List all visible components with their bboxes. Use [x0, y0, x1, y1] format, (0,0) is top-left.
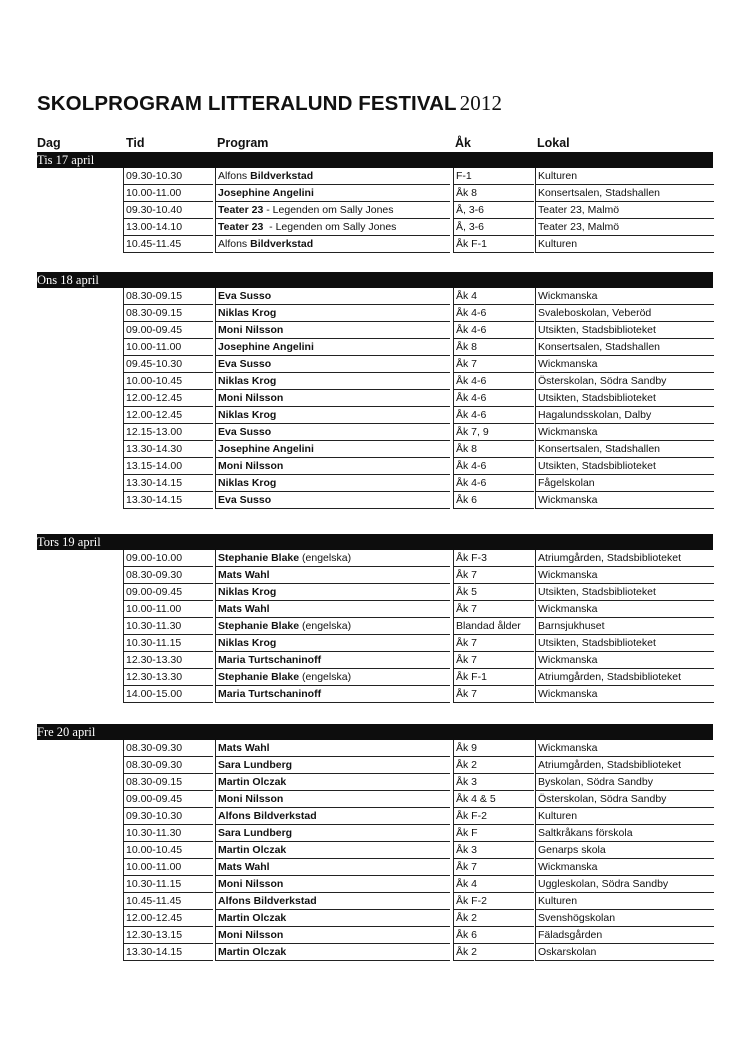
grade-cell: Åk F-2: [453, 808, 534, 825]
program-prefix: Alfons: [218, 238, 251, 250]
venue-cell: Fäladsgården: [535, 927, 714, 944]
program-name: Eva Susso: [218, 290, 272, 302]
venue-cell: Svenshögskolan: [535, 910, 714, 927]
time-cell: 10.30-11.30: [123, 825, 213, 842]
table-row: [37, 441, 713, 458]
time-cell: 12.30-13.30: [123, 669, 213, 686]
time-cell: 12.30-13.30: [123, 652, 213, 669]
venue-cell: Wickmanska: [535, 859, 714, 876]
grade-cell: Å, 3-6: [453, 202, 534, 219]
venue-cell: Fågelskolan: [535, 475, 714, 492]
time-cell: 13.30-14.30: [123, 441, 213, 458]
program-cell: [215, 927, 450, 944]
grade-cell: Åk 4: [453, 288, 534, 305]
grade-cell: Åk 7: [453, 567, 534, 584]
time-cell: 12.00-12.45: [123, 390, 213, 407]
grade-cell: Åk 5: [453, 584, 534, 601]
grade-cell: Blandad ålder: [453, 618, 534, 635]
program-name: Moni Nilsson: [218, 793, 284, 805]
table-row: [37, 859, 713, 876]
grade-cell: Åk 7: [453, 601, 534, 618]
time-cell: 10.00-10.45: [123, 842, 213, 859]
header-grade: Åk: [455, 136, 471, 150]
table-row: [37, 458, 713, 475]
time-cell: 08.30-09.15: [123, 288, 213, 305]
time-cell: 13.00-14.10: [123, 219, 213, 236]
grade-cell: Åk 3: [453, 774, 534, 791]
time-cell: 08.30-09.15: [123, 305, 213, 322]
program-cell: [215, 202, 450, 219]
column-headers: [37, 135, 713, 152]
day-header-bar: [37, 272, 713, 288]
grade-cell: Åk F-3: [453, 550, 534, 567]
grade-cell: Åk 2: [453, 944, 534, 961]
program-cell: [215, 288, 450, 305]
table-row: [37, 927, 713, 944]
venue-cell: Teater 23, Malmö: [535, 202, 714, 219]
program-cell: [215, 458, 450, 475]
program-cell: [215, 373, 450, 390]
header-venue: Lokal: [537, 136, 570, 150]
venue-cell: Utsikten, Stadsbiblioteket: [535, 390, 714, 407]
program-cell: [215, 757, 450, 774]
program-cell: [215, 876, 450, 893]
grade-cell: Åk 6: [453, 492, 534, 509]
venue-cell: Atriumgården, Stadsbiblioteket: [535, 757, 714, 774]
time-cell: 09.00-09.45: [123, 584, 213, 601]
venue-cell: Hagalundsskolan, Dalby: [535, 407, 714, 424]
time-cell: 13.30-14.15: [123, 944, 213, 961]
day-label: Tors 19 april: [37, 534, 107, 550]
grade-cell: Åk 8: [453, 441, 534, 458]
program-name: Niklas Krog: [218, 477, 277, 489]
table-row: [37, 791, 713, 808]
program-name: Stephanie Blake: [218, 552, 300, 564]
program-suffix: - Legenden om Sally Jones: [263, 221, 397, 233]
table-row: [37, 407, 713, 424]
program-name: Sara Lundberg: [218, 759, 293, 771]
table-row: [37, 757, 713, 774]
venue-cell: Wickmanska: [535, 686, 714, 703]
venue-cell: Wickmanska: [535, 356, 714, 373]
table-row: [37, 618, 713, 635]
venue-cell: Kulturen: [535, 893, 714, 910]
time-cell: 10.30-11.15: [123, 876, 213, 893]
program-name: Martin Olczak: [218, 844, 287, 856]
venue-cell: Genarps skola: [535, 842, 714, 859]
program-name: Niklas Krog: [218, 409, 277, 421]
program-cell: [215, 601, 450, 618]
table-row: [37, 550, 713, 567]
venue-cell: Wickmanska: [535, 424, 714, 441]
program-name: Eva Susso: [218, 426, 272, 438]
program-suffix: (engelska): [299, 552, 352, 564]
program-cell: [215, 339, 450, 356]
table-row: [37, 686, 713, 703]
venue-cell: Utsikten, Stadsbiblioteket: [535, 635, 714, 652]
venue-cell: Saltkråkans förskola: [535, 825, 714, 842]
time-cell: 10.00-11.00: [123, 185, 213, 202]
time-cell: 09.30-10.30: [123, 808, 213, 825]
program-name: Niklas Krog: [218, 586, 277, 598]
day-section: [37, 724, 713, 961]
time-cell: 12.00-12.45: [123, 407, 213, 424]
day-label: Ons 18 april: [37, 272, 105, 288]
header-time: Tid: [126, 136, 145, 150]
program-name: Eva Susso: [218, 358, 272, 370]
program-cell: [215, 550, 450, 567]
time-cell: 14.00-15.00: [123, 686, 213, 703]
program-name: Eva Susso: [218, 494, 272, 506]
program-name: Alfons Bildverkstad: [218, 895, 317, 907]
day-section: [37, 272, 713, 509]
grade-cell: Åk 4-6: [453, 407, 534, 424]
program-cell: [215, 236, 450, 253]
venue-cell: Wickmanska: [535, 601, 714, 618]
program-cell: [215, 893, 450, 910]
venue-cell: Uggleskolan, Södra Sandby: [535, 876, 714, 893]
program-cell: [215, 407, 450, 424]
table-row: [37, 842, 713, 859]
program-name: Sara Lundberg: [218, 827, 293, 839]
time-cell: 12.30-13.15: [123, 927, 213, 944]
table-row: [37, 825, 713, 842]
program-cell: [215, 305, 450, 322]
time-cell: 08.30-09.30: [123, 757, 213, 774]
program-name: Moni Nilsson: [218, 324, 284, 336]
table-row: [37, 288, 713, 305]
program-name: Niklas Krog: [218, 637, 277, 649]
time-cell: 09.00-09.45: [123, 322, 213, 339]
table-row: [37, 652, 713, 669]
table-row: [37, 567, 713, 584]
table-row: [37, 339, 713, 356]
grade-cell: Åk 7: [453, 859, 534, 876]
program-name: Bildverkstad: [250, 170, 314, 182]
venue-cell: Wickmanska: [535, 740, 714, 757]
table-row: [37, 876, 713, 893]
program-cell: [215, 390, 450, 407]
venue-cell: Wickmanska: [535, 652, 714, 669]
time-cell: 09.30-10.30: [123, 168, 213, 185]
program-name: Moni Nilsson: [218, 929, 284, 941]
time-cell: 10.30-11.30: [123, 618, 213, 635]
venue-cell: Barnsjukhuset: [535, 618, 714, 635]
venue-cell: Teater 23, Malmö: [535, 219, 714, 236]
title-year: 2012: [459, 91, 503, 115]
grade-cell: Åk 2: [453, 910, 534, 927]
grade-cell: Åk 3: [453, 842, 534, 859]
program-name: Teater 23: [218, 221, 264, 233]
grade-cell: Åk 4-6: [453, 305, 534, 322]
day-section: [37, 534, 713, 703]
program-name: Teater 23: [218, 204, 264, 216]
header-day: Dag: [37, 136, 61, 150]
table-row: [37, 740, 713, 757]
grade-cell: Åk 8: [453, 339, 534, 356]
program-cell: [215, 791, 450, 808]
table-row: [37, 893, 713, 910]
table-row: [37, 635, 713, 652]
program-name: Mats Wahl: [218, 861, 270, 873]
program-cell: [215, 492, 450, 509]
table-row: [37, 305, 713, 322]
day-section: [37, 152, 713, 253]
program-suffix: (engelska): [299, 620, 352, 632]
program-cell: [215, 322, 450, 339]
venue-cell: Österskolan, Södra Sandby: [535, 791, 714, 808]
program-name: Martin Olczak: [218, 946, 287, 958]
program-name: Bildverkstad: [250, 238, 314, 250]
program-name: Mats Wahl: [218, 742, 270, 754]
day-header-bar: [37, 724, 713, 740]
time-cell: 10.00-10.45: [123, 373, 213, 390]
venue-cell: Konsertsalen, Stadshallen: [535, 185, 714, 202]
day-header-bar: [37, 534, 713, 550]
program-cell: [215, 219, 450, 236]
table-row: [37, 219, 713, 236]
time-cell: 10.00-11.00: [123, 601, 213, 618]
time-cell: 09.30-10.40: [123, 202, 213, 219]
table-row: [37, 944, 713, 961]
table-row: [37, 424, 713, 441]
program-name: Stephanie Blake: [218, 620, 300, 632]
table-row: [37, 356, 713, 373]
program-name: Maria Turtschaninoff: [218, 688, 322, 700]
program-cell: [215, 567, 450, 584]
time-cell: 10.00-11.00: [123, 339, 213, 356]
table-row: [37, 492, 713, 509]
time-cell: 13.30-14.15: [123, 492, 213, 509]
table-row: [37, 185, 713, 202]
time-cell: 09.00-09.45: [123, 791, 213, 808]
grade-cell: Åk 4: [453, 876, 534, 893]
page-title: [37, 90, 502, 117]
venue-cell: Utsikten, Stadsbiblioteket: [535, 458, 714, 475]
time-cell: 08.30-09.30: [123, 740, 213, 757]
program-cell: [215, 910, 450, 927]
grade-cell: Åk 9: [453, 740, 534, 757]
program-cell: [215, 740, 450, 757]
time-cell: 12.15-13.00: [123, 424, 213, 441]
grade-cell: Åk 7: [453, 652, 534, 669]
venue-cell: Utsikten, Stadsbiblioteket: [535, 322, 714, 339]
venue-cell: Oskarskolan: [535, 944, 714, 961]
grade-cell: Åk F: [453, 825, 534, 842]
day-label: Fre 20 april: [37, 724, 101, 740]
grade-cell: Åk F-1: [453, 236, 534, 253]
program-cell: [215, 808, 450, 825]
table-row: [37, 669, 713, 686]
day-header-bar: [37, 152, 713, 168]
program-name: Martin Olczak: [218, 912, 287, 924]
grade-cell: Åk 7: [453, 356, 534, 373]
grade-cell: Åk 6: [453, 927, 534, 944]
time-cell: 08.30-09.15: [123, 774, 213, 791]
program-name: Moni Nilsson: [218, 460, 284, 472]
program-name: Moni Nilsson: [218, 392, 284, 404]
time-cell: 13.15-14.00: [123, 458, 213, 475]
time-cell: 10.30-11.15: [123, 635, 213, 652]
grade-cell: Åk 4-6: [453, 390, 534, 407]
grade-cell: Åk 4-6: [453, 475, 534, 492]
venue-cell: Atriumgården, Stadsbiblioteket: [535, 669, 714, 686]
time-cell: 09.00-10.00: [123, 550, 213, 567]
venue-cell: Wickmanska: [535, 492, 714, 509]
grade-cell: Å, 3-6: [453, 219, 534, 236]
time-cell: 09.45-10.30: [123, 356, 213, 373]
venue-cell: Kulturen: [535, 236, 714, 253]
program-cell: [215, 825, 450, 842]
program-name: Martin Olczak: [218, 776, 287, 788]
table-row: [37, 910, 713, 927]
grade-cell: Åk F-2: [453, 893, 534, 910]
grade-cell: Åk 4-6: [453, 322, 534, 339]
program-name: Mats Wahl: [218, 569, 270, 581]
table-row: [37, 774, 713, 791]
grade-cell: F-1: [453, 168, 534, 185]
program-prefix: Alfons: [218, 170, 251, 182]
program-cell: [215, 356, 450, 373]
program-name: Stephanie Blake: [218, 671, 300, 683]
grade-cell: Åk 4-6: [453, 373, 534, 390]
grade-cell: Åk 2: [453, 757, 534, 774]
grade-cell: Åk 7: [453, 635, 534, 652]
grade-cell: Åk F-1: [453, 669, 534, 686]
program-name: Alfons Bildverkstad: [218, 810, 317, 822]
venue-cell: Konsertsalen, Stadshallen: [535, 441, 714, 458]
table-row: [37, 373, 713, 390]
header-program: Program: [217, 136, 269, 150]
program-name: Niklas Krog: [218, 307, 277, 319]
venue-cell: Konsertsalen, Stadshallen: [535, 339, 714, 356]
grade-cell: Åk 7: [453, 686, 534, 703]
program-suffix: - Legenden om Sally Jones: [263, 204, 394, 216]
table-row: [37, 168, 713, 185]
table-row: [37, 475, 713, 492]
table-row: [37, 601, 713, 618]
program-name: Maria Turtschaninoff: [218, 654, 322, 666]
table-row: [37, 236, 713, 253]
program-cell: [215, 652, 450, 669]
program-name: Josephine Angelini: [218, 341, 314, 353]
table-row: [37, 322, 713, 339]
venue-cell: Wickmanska: [535, 288, 714, 305]
venue-cell: Kulturen: [535, 168, 714, 185]
program-cell: [215, 475, 450, 492]
time-cell: 08.30-09.30: [123, 567, 213, 584]
program-cell: [215, 168, 450, 185]
program-name: Niklas Krog: [218, 375, 277, 387]
program-cell: [215, 859, 450, 876]
program-cell: [215, 441, 450, 458]
program-name: Mats Wahl: [218, 603, 270, 615]
program-cell: [215, 774, 450, 791]
program-name: Moni Nilsson: [218, 878, 284, 890]
program-cell: [215, 669, 450, 686]
time-cell: 10.45-11.45: [123, 236, 213, 253]
venue-cell: Atriumgården, Stadsbiblioteket: [535, 550, 714, 567]
program-cell: [215, 584, 450, 601]
table-row: [37, 808, 713, 825]
program-cell: [215, 424, 450, 441]
venue-cell: Wickmanska: [535, 567, 714, 584]
grade-cell: Åk 8: [453, 185, 534, 202]
table-row: [37, 390, 713, 407]
venue-cell: Utsikten, Stadsbiblioteket: [535, 584, 714, 601]
program-cell: [215, 944, 450, 961]
venue-cell: Svaleboskolan, Veberöd: [535, 305, 714, 322]
venue-cell: Byskolan, Södra Sandby: [535, 774, 714, 791]
table-row: [37, 202, 713, 219]
program-suffix: (engelska): [299, 671, 352, 683]
program-cell: [215, 842, 450, 859]
program-cell: [215, 185, 450, 202]
grade-cell: Åk 4-6: [453, 458, 534, 475]
title-main: SKOLPROGRAM LITTERALUND FESTIVAL: [37, 92, 457, 115]
table-row: [37, 584, 713, 601]
venue-cell: Österskolan, Södra Sandby: [535, 373, 714, 390]
program-cell: [215, 618, 450, 635]
grade-cell: Åk 4 & 5: [453, 791, 534, 808]
program-name: Josephine Angelini: [218, 443, 314, 455]
grade-cell: Åk 7, 9: [453, 424, 534, 441]
program-cell: [215, 635, 450, 652]
time-cell: 10.45-11.45: [123, 893, 213, 910]
day-label: Tis 17 april: [37, 152, 100, 168]
time-cell: 12.00-12.45: [123, 910, 213, 927]
venue-cell: Kulturen: [535, 808, 714, 825]
time-cell: 13.30-14.15: [123, 475, 213, 492]
program-cell: [215, 686, 450, 703]
time-cell: 10.00-11.00: [123, 859, 213, 876]
program-name: Josephine Angelini: [218, 187, 314, 199]
